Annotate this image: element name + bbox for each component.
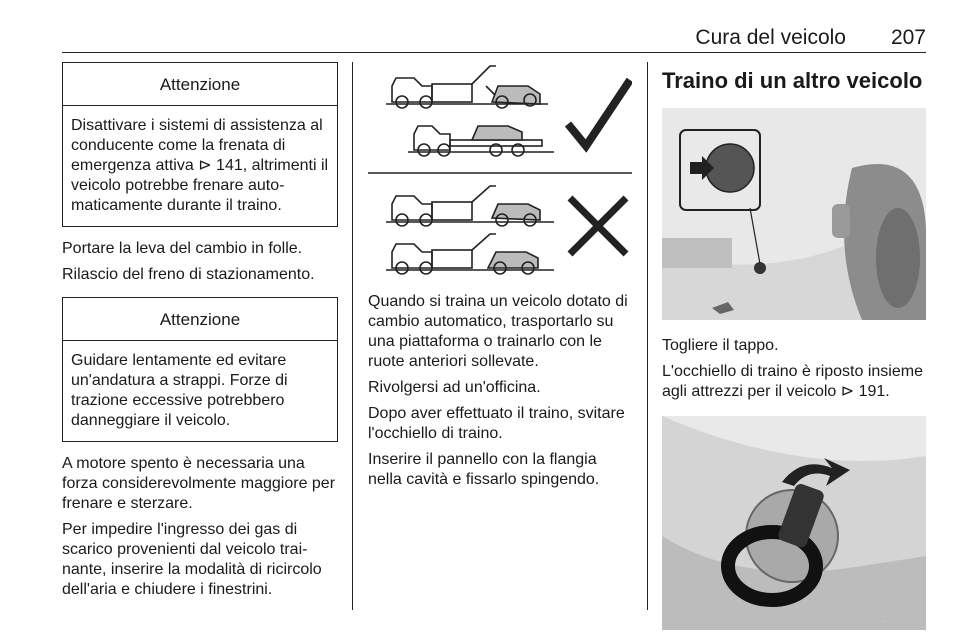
check-icon <box>568 80 630 146</box>
warning-title: Attenzione <box>63 63 337 106</box>
warning-body: Guidare lentamente ed evitare un'andatura a strappi. Forze di trazione eccessive potrebbero danneggiare il veicolo. <box>71 352 288 429</box>
section-heading: Traino di un altro veicolo <box>662 68 923 93</box>
paragraph-text: L'occhiello di traino è riposto insieme agli attrezzi per il veicolo <box>662 363 923 400</box>
warning-text-ref: 141, altrimenti il veicolo potrebbe frenare auto-maticamente durante il traino. <box>71 157 329 214</box>
page-ref-arrow-icon: ⊳ <box>840 383 855 400</box>
paragraph: Per impedire l'ingresso dei gas di scarico provenienti dal veicolo trai-nante, inserire la modalità di ricircolo dell'aria e chiudere i finestrini. <box>62 521 322 598</box>
towing-eye-image <box>662 416 926 630</box>
column-2 <box>368 62 634 496</box>
paragraph: Togliere il tappo. <box>662 337 779 354</box>
paragraph <box>662 362 928 402</box>
warning-body <box>63 106 337 226</box>
tow-all-wheels-illustration <box>386 234 554 274</box>
paragraph-ref: 191. <box>854 383 890 400</box>
tow-cap-location-image <box>662 108 926 320</box>
tow-truck-front-lift-illustration <box>386 66 548 108</box>
warning-text: Disattivare i sistemi di assistenza al conducente come la frenata di emergenza attiva <box>71 117 323 174</box>
column-3 <box>662 62 928 630</box>
warning-title: Attenzione <box>63 298 337 341</box>
svg-text:.: . <box>882 613 886 625</box>
section-title: Cura del veicolo <box>695 26 846 49</box>
page-number: 207 <box>890 26 926 49</box>
paragraph: Rilascio del freno di stazionamento. <box>62 266 315 283</box>
cross-icon <box>570 198 626 254</box>
warning-box <box>62 297 338 442</box>
paragraph: A motore spento è necessaria una forza considerevolmente maggiore per frenare e sterzare. <box>62 455 336 512</box>
warning-box <box>62 62 338 227</box>
paragraph: Rivolgersi ad un'officina. <box>368 379 541 396</box>
paragraph: Quando si traina un veicolo dotato di cambio automatico, trasportarlo su una piattaforma o trainarlo con le ruote anteriori sollevate. <box>368 293 628 370</box>
paragraph: Inserire il pannello con la flangia nella cavità e fissarlo spingendo. <box>368 451 600 488</box>
paragraph: Portare la leva del cambio in folle. <box>62 240 303 257</box>
flatbed-transport-illustration <box>408 126 554 156</box>
column-1 <box>62 62 338 606</box>
page-ref-arrow-icon: ⊳ <box>198 157 212 174</box>
towing-methods-illustration <box>368 62 632 284</box>
paragraph: Dopo aver effettuato il traino, svitare l'occhiello di traino. <box>368 405 625 442</box>
column-divider-2 <box>647 62 648 610</box>
tow-rear-lift-illustration <box>386 186 554 226</box>
page-header <box>62 22 926 53</box>
column-divider-1 <box>352 62 353 610</box>
